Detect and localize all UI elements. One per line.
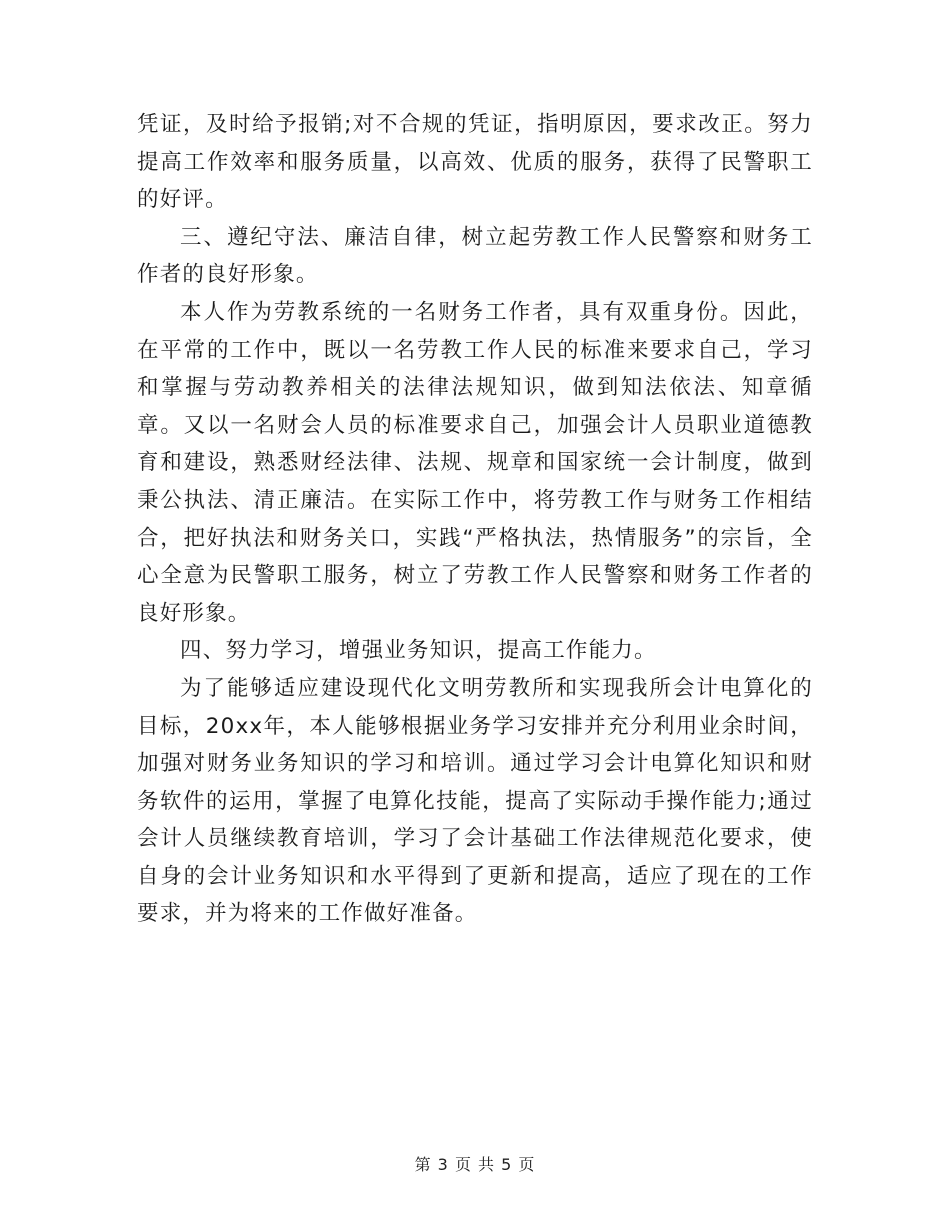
section-heading-4: 四、努力学习，增强业务知识，提高工作能力。 (180, 638, 657, 664)
page-footer: 第 3 页 共 5 页 (414, 1155, 536, 1174)
paragraph-section-3: 本人作为劳教系统的一名财务工作者，具有双重身份。因此，在平常的工作中，既以一名劳教工作人民的标准来要求自己，学习和掌握与劳动教养相关的法律法规知识，做到知法依法、知章循章。又以一名财会人员的标准要求自己，加强会计人员职业道德教育和建设，熟悉财经法律、法规、规章和国家统一会计制度，做到秉公执法、清正廉洁。在实际工作中，将劳教工作与财务工作相结合，把好执法和财务关口，实践“严格执法，热情服务”的宗旨，全心全意为民警职工服务，树立了劳教工作人民警察和财务工作者的良好形象。 (137, 299, 813, 626)
paragraph-section-4: 为了能够适应建设现代化文明劳教所和实现我所会计电算化的目标，20xx年，本人能够根据业务学习安排并充分利用业余时间，加强对财务业务知识的学习和培训。通过学习会计电算化知识和财务软件的运用，掌握了电算化技能，提高了实际动手操作能力;通过会计人员继续教育培训，学习了会计基础工作法律规范化要求，使自身的会计业务知识和水平得到了更新和提高，适应了现在的工作要求，并为将来的工作做好准备。 (137, 675, 813, 927)
document-body (137, 106, 813, 933)
section-heading-3: 三、遵纪守法、廉洁自律，树立起劳教工作人民警察和财务工作者的良好形象。 (137, 224, 813, 288)
paragraph-continuation: 凭证，及时给予报销;对不合规的凭证，指明原因，要求改正。努力提高工作效率和服务质量，以高效、优质的服务，获得了民警职工的好评。 (137, 112, 813, 213)
